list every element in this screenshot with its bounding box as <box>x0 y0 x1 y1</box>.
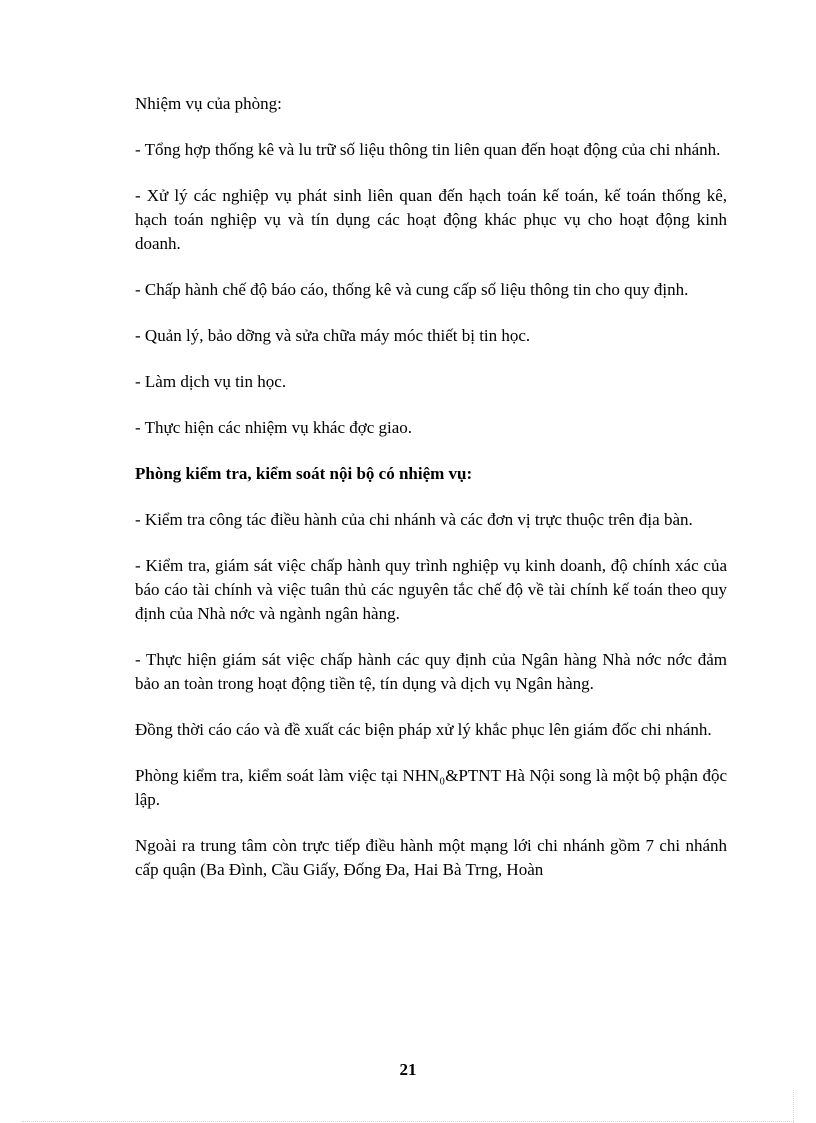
paragraph: - Kiểm tra, giám sát việc chấp hành quy trình nghiệp vụ kinh doanh, độ chính xác của báo cáo tài chính và việc tuân thủ các nguyên tắc chế độ về tài chính kế toán theo quy định của Nhà nớc và ngành ngân hàng. <box>135 556 727 623</box>
paragraph: - Thực hiện giám sát việc chấp hành các quy định của Ngân hàng Nhà nớc nớc đảm bảo an toàn trong hoạt động tiền tệ, tín dụng và dịch vụ Ngân hàng. <box>135 650 727 693</box>
paragraph: Phòng kiểm tra, kiểm soát làm việc tại NHN₀&PTNT Hà Nội song là một bộ phận độc lập. <box>135 766 727 809</box>
paragraph: - Chấp hành chế độ báo cáo, thống kê và cung cấp số liệu thông tin cho quy định. <box>135 280 689 299</box>
paragraph: - Làm dịch vụ tin học. <box>135 372 287 391</box>
page-number: 21 <box>399 1060 417 1079</box>
paragraph: Đồng thời cáo cáo và đề xuất các biện pháp xử lý khắc phục lên giám đốc chi nhánh. <box>135 720 712 739</box>
paragraph: - Kiểm tra công tác điều hành của chi nhánh và các đơn vị trực thuộc trên địa bàn. <box>135 510 693 529</box>
page-border-right <box>793 1090 794 1123</box>
paragraph: - Tổng hợp thống kê và lu trữ số liệu thông tin liên quan đến hoạt động của chi nhánh. <box>135 140 721 159</box>
paragraph: - Quản lý, bảo dỡng và sửa chữa máy móc thiết bị tin học. <box>135 326 531 345</box>
paragraph: Nhiệm vụ của phòng: <box>135 94 282 113</box>
paragraph: - Xử lý các nghiệp vụ phát sinh liên quan đến hạch toán kế toán, kế toán thống kê, hạch toán nghiệp vụ và tín dụng các hoạt động khác phục vụ cho hoạt động kinh doanh. <box>135 186 727 253</box>
page-border-bottom <box>22 1121 794 1122</box>
paragraph: Ngoài ra trung tâm còn trực tiếp điều hành một mạng lới chi nhánh gồm 7 chi nhánh cấp quận (Ba Đình, Cầu Giấy, Đống Đa, Hai Bà Trng, Hoàn <box>135 836 727 879</box>
document-body <box>135 92 727 904</box>
paragraph: - Thực hiện các nhiệm vụ khác đợc giao. <box>135 418 413 437</box>
section-heading: Phòng kiểm tra, kiểm soát nội bộ có nhiệm vụ: <box>135 464 473 483</box>
